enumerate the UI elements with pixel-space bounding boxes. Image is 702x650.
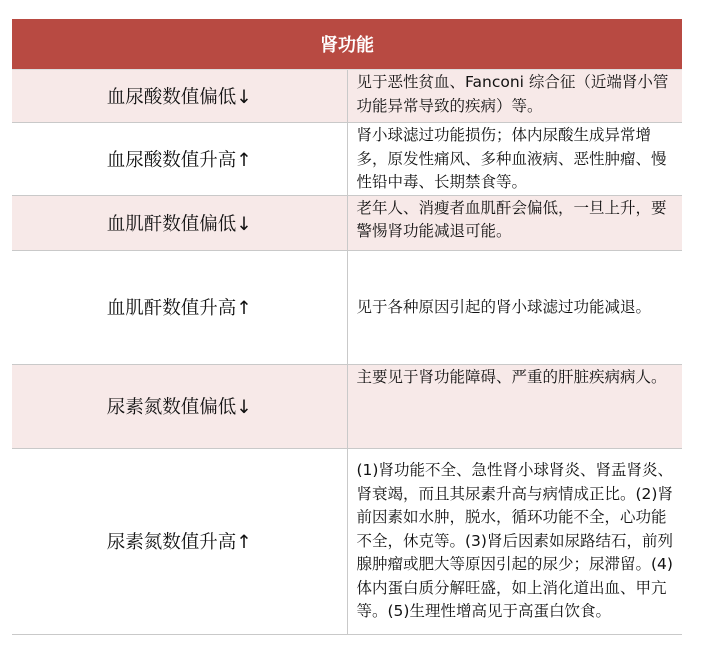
row-label: 尿素氮数值偏低↓ — [12, 364, 347, 448]
row-description — [347, 364, 682, 448]
row-description-text: 见于各种原因引起的肾小球滤过功能减退。 — [356, 297, 652, 316]
row-description-text: (1)肾功能不全、急性肾小球肾炎、肾盂肾炎、肾衰竭，而且其尿素升高与病情成正比。(2)肾前因素如水肿，脱水，循环功能不全，心功能不全，休克等。(3)肾后因素如尿路结石，前列腺肿瘤或肥大等原因引起的尿少；尿滞留。(4)体内蛋白质分解旺盛，如上消化道出血、甲亢等。(5)生理性增高见于高蛋白饮食。 — [356, 461, 673, 621]
table-row — [12, 250, 682, 364]
table-title: 肾功能 — [12, 19, 682, 70]
row-label: 尿素氮数值升高↑ — [12, 448, 347, 634]
table-row — [12, 123, 682, 196]
table-row — [12, 195, 682, 250]
row-description — [347, 448, 682, 634]
table-row — [12, 448, 682, 634]
row-description — [347, 250, 682, 364]
row-description — [347, 70, 682, 123]
table-row — [12, 70, 682, 123]
row-description-text: 见于恶性贫血、Fanconi 综合征（近端肾小管功能异常导致的疾病）等。 — [356, 73, 669, 115]
table-row — [12, 364, 682, 448]
row-label: 血肌酐数值偏低↓ — [12, 195, 347, 250]
row-description-text: 老年人、消瘦者血肌酐会偏低，一旦上升，要警惕肾功能减退可能。 — [356, 198, 667, 240]
table-header-row — [12, 19, 682, 70]
row-label: 血肌酐数值升高↑ — [12, 250, 347, 364]
row-label: 血尿酸数值偏低↓ — [12, 70, 347, 123]
row-description — [347, 123, 682, 196]
row-description-text: 肾小球滤过功能损伤；体内尿酸生成异常增多，原发性痛风、多种血液病、恶性肿瘤、慢性铅中毒、长期禁食等。 — [356, 126, 667, 191]
row-description — [347, 195, 682, 250]
row-description-text: 主要见于肾功能障碍、严重的肝脏疾病病人。 — [356, 367, 667, 386]
kidney-function-table — [12, 19, 682, 635]
row-label: 血尿酸数值升高↑ — [12, 123, 347, 196]
